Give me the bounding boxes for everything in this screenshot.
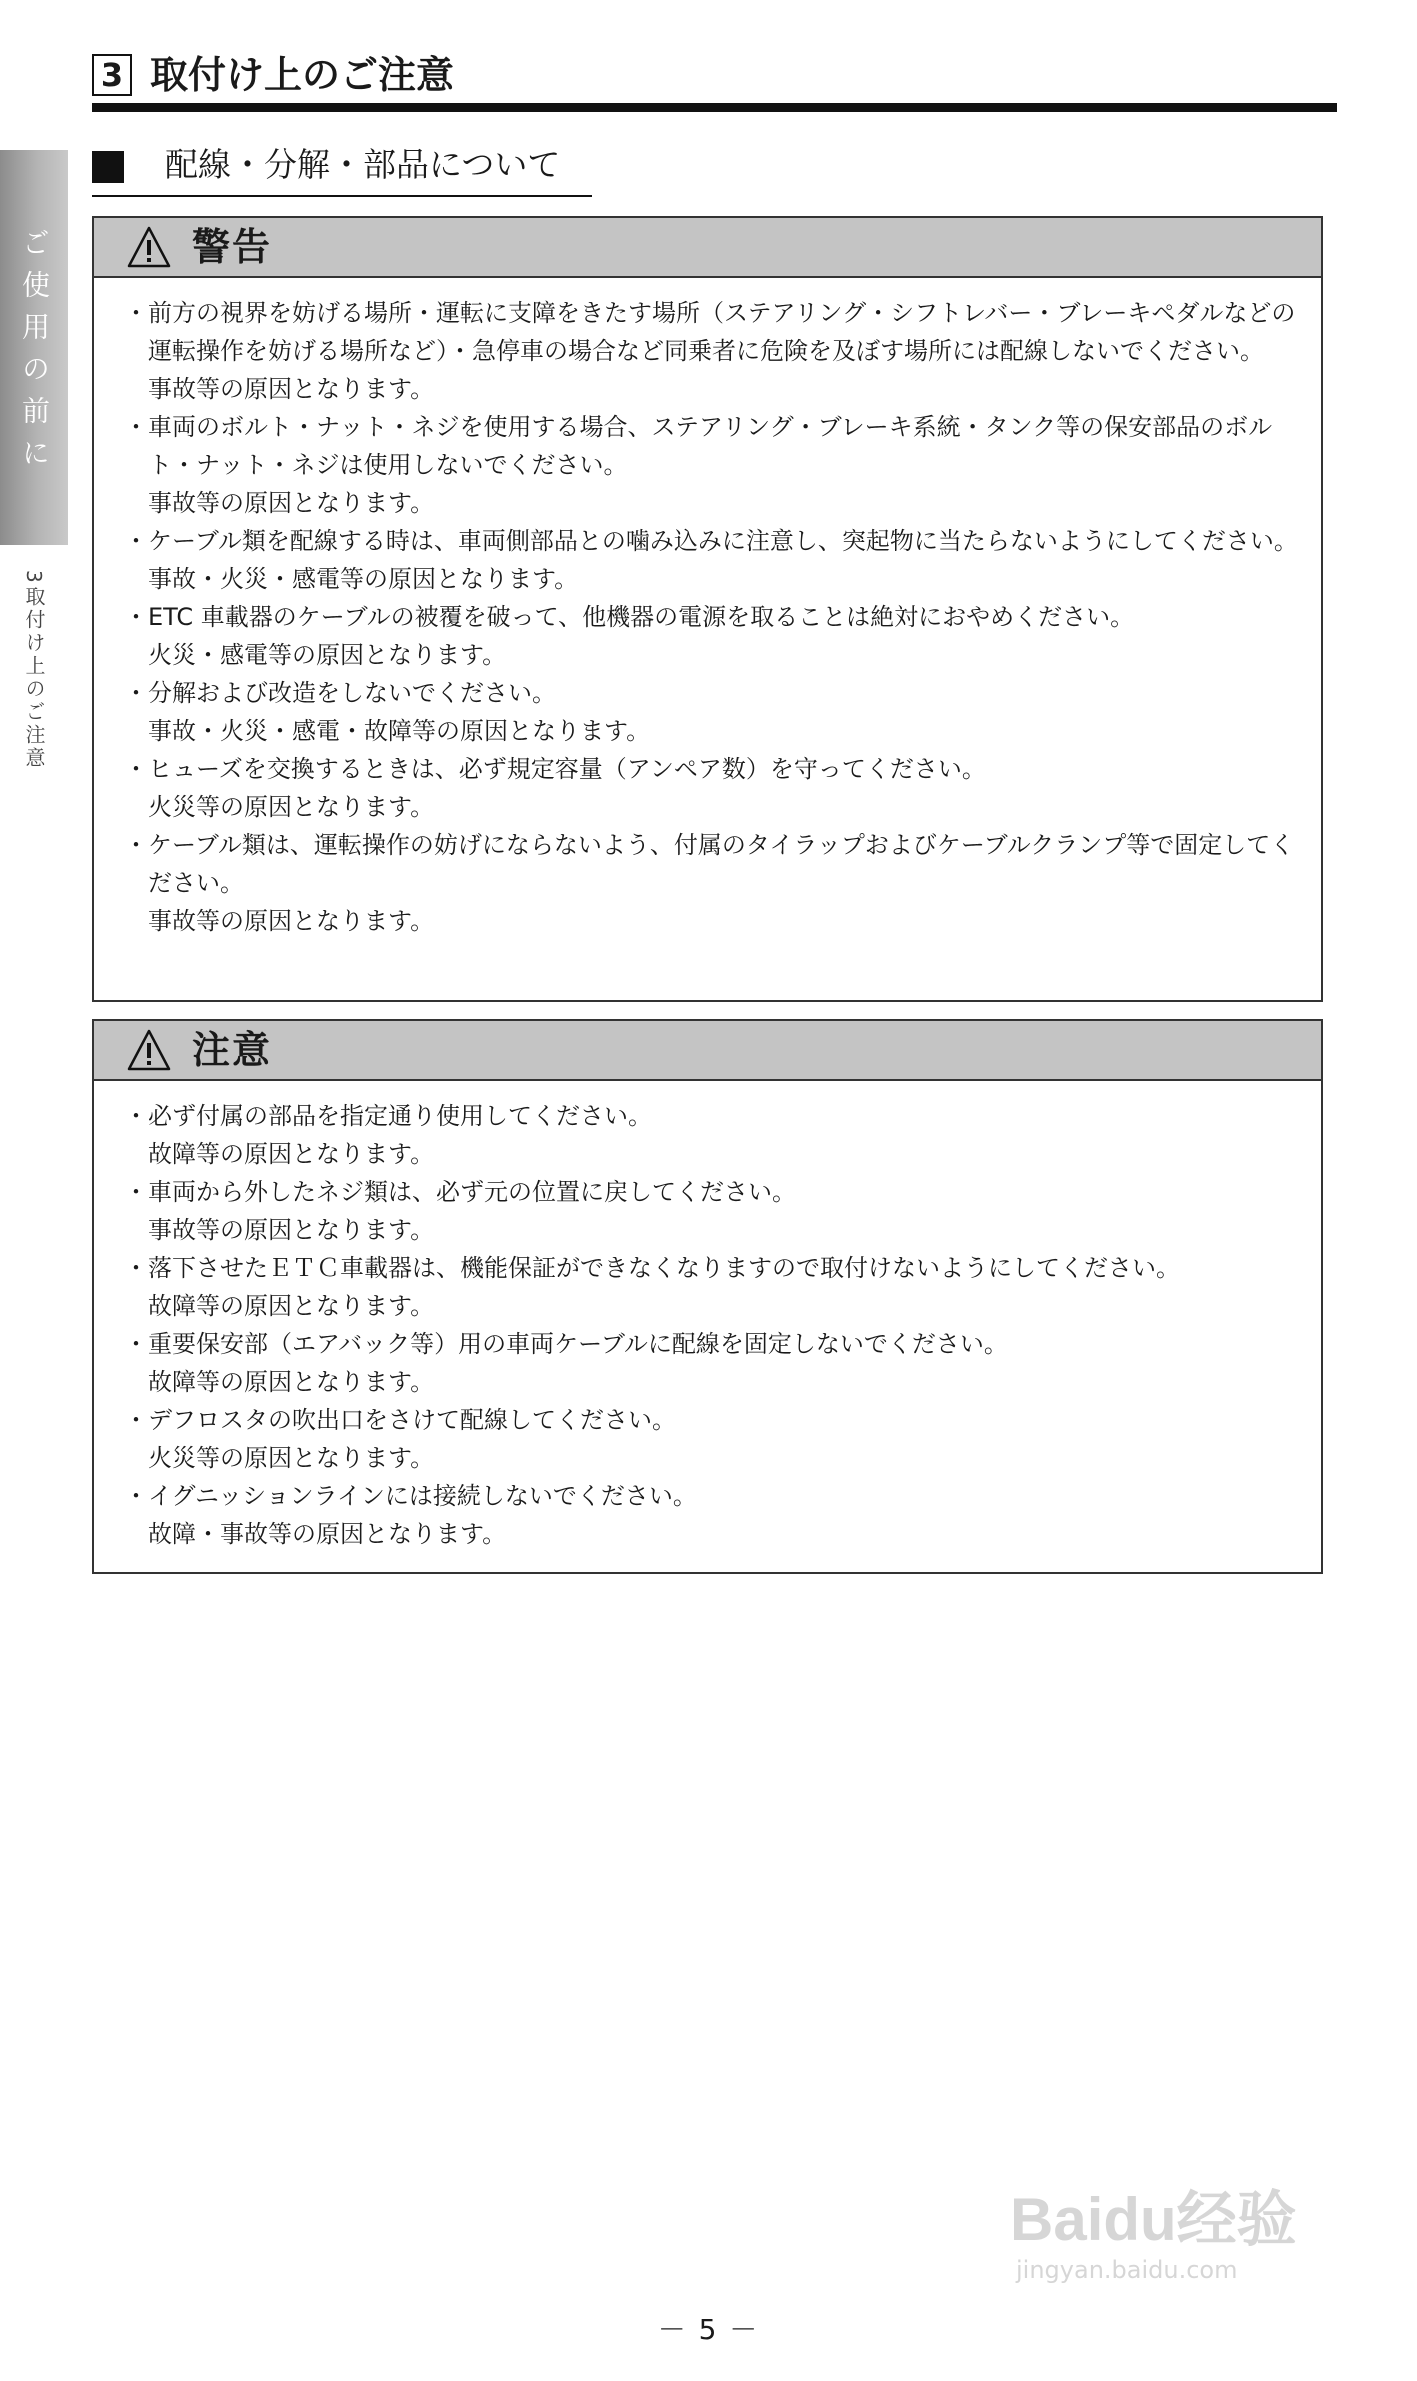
caution-box-title: 注意 [192,1028,273,1072]
warning-item [124,674,1307,750]
bullet: ・ [124,831,148,859]
warning-item [124,826,1307,940]
watermark [1010,2185,1297,2285]
caution-item [124,1097,1307,1173]
caution-item-consequence: 事故等の原因となります。 [148,1216,435,1244]
warning-item [124,294,1307,408]
warning-item-text: ケーブル類は、運転操作の妨げにならないよう、付属のタイラップおよびケーブルクランプ等で固定してください。 [148,831,1295,897]
caution-item-consequence: 故障等の原因となります。 [148,1140,435,1168]
caution-box [92,1019,1323,1574]
warning-item-text: ケーブル類を配線する時は、車両側部品との噛み込みに注意し、突起物に当たらないようにしてください。 [148,527,1298,555]
warning-triangle-icon [126,225,172,269]
caution-item-text: イグニッションラインには接続しないでください。 [148,1482,697,1510]
warning-item-consequence: 事故・火災・感電・故障等の原因となります。 [148,717,651,745]
page-title: 取付け上のご注意 [150,53,455,97]
warning-item-consequence: 事故等の原因となります。 [148,375,435,403]
caution-item-text: 必ず付属の部品を指定通り使用してください。 [148,1102,652,1130]
warning-item [124,408,1307,522]
warning-box [92,216,1323,1002]
warning-item-text: ETC 車載器のケーブルの被覆を破って、他機器の電源を取ることは絶対におやめください。 [148,603,1135,631]
subheading-square-icon [92,151,124,183]
side-tab-sub-label: 3取付け上のご注意 [22,570,46,770]
warning-item-consequence: 火災等の原因となります。 [148,793,435,821]
title-divider [92,103,1337,112]
caution-item-consequence: 故障・事故等の原因となります。 [148,1520,507,1548]
side-tab-active-label: ご使用の前に [18,228,51,480]
caution-item-consequence: 故障等の原因となります。 [148,1368,435,1396]
warning-list [94,278,1321,940]
warning-triangle-icon [126,1028,172,1072]
warning-item-consequence: 事故・火災・感電等の原因となります。 [148,565,579,593]
watermark-logo: Baidu经验 [1010,2186,1297,2253]
bullet: ・ [124,679,148,707]
warning-box-header [94,218,1321,278]
caution-item [124,1173,1307,1249]
watermark-url: jingyan.baidu.com [1016,2256,1238,2284]
bullet: ・ [124,413,148,441]
warning-box-title: 警告 [192,225,273,269]
subheading: 配線・分解・部品について [165,145,561,184]
warning-item-consequence: 事故等の原因となります。 [148,907,435,935]
caution-list [94,1081,1321,1553]
bullet: ・ [124,527,148,555]
caution-box-header [94,1021,1321,1081]
section-number-badge: 3 [92,54,132,96]
warning-item-text: 前方の視界を妨げる場所・運転に支障をきたす場所（ステアリング・シフトレバー・ブレーキペダルなどの運転操作を妨げる場所など）・急停車の場合など同乗者に危険を及ぼす場所には配線しないでください。 [148,299,1296,365]
caution-item [124,1477,1307,1553]
caution-item-text: 車両から外したネジ類は、必ず元の位置に戻してください。 [148,1178,796,1206]
bullet: ・ [124,1254,148,1282]
warning-item [124,598,1307,674]
warning-item-consequence: 火災・感電等の原因となります。 [148,641,507,669]
bullet: ・ [124,1330,148,1358]
bullet: ・ [124,1178,148,1206]
warning-item-text: ヒューズを交換するときは、必ず規定容量（アンペア数）を守ってください。 [148,755,986,783]
caution-item [124,1401,1307,1477]
bullet: ・ [124,755,148,783]
caution-item-text: 落下させたＥＴＣ車載器は、機能保証ができなくなりますので取付けないようにしてください。 [148,1254,1180,1282]
bullet: ・ [124,1102,148,1130]
warning-item-text: 車両のボルト・ナット・ネジを使用する場合、ステアリング・ブレーキ系統・タンク等の保安部品のボルト・ナット・ネジは使用しないでください。 [148,413,1273,479]
caution-item-consequence: 故障等の原因となります。 [148,1292,435,1320]
bullet: ・ [124,1406,148,1434]
caution-item-text: 重要保安部（エアバック等）用の車両ケーブルに配線を固定しないでください。 [148,1330,1008,1358]
caution-item-consequence: 火災等の原因となります。 [148,1444,435,1472]
warning-item-text: 分解および改造をしないでください。 [148,679,556,707]
page-number: － 5 － [657,2313,760,2346]
bullet: ・ [124,603,148,631]
warning-item [124,522,1307,598]
bullet: ・ [124,299,148,327]
warning-item [124,750,1307,826]
bullet: ・ [124,1482,148,1510]
subheading-underline [92,195,592,197]
caution-item [124,1249,1307,1325]
caution-item [124,1325,1307,1401]
warning-item-consequence: 事故等の原因となります。 [148,489,435,517]
caution-item-text: デフロスタの吹出口をさけて配線してください。 [148,1406,676,1434]
